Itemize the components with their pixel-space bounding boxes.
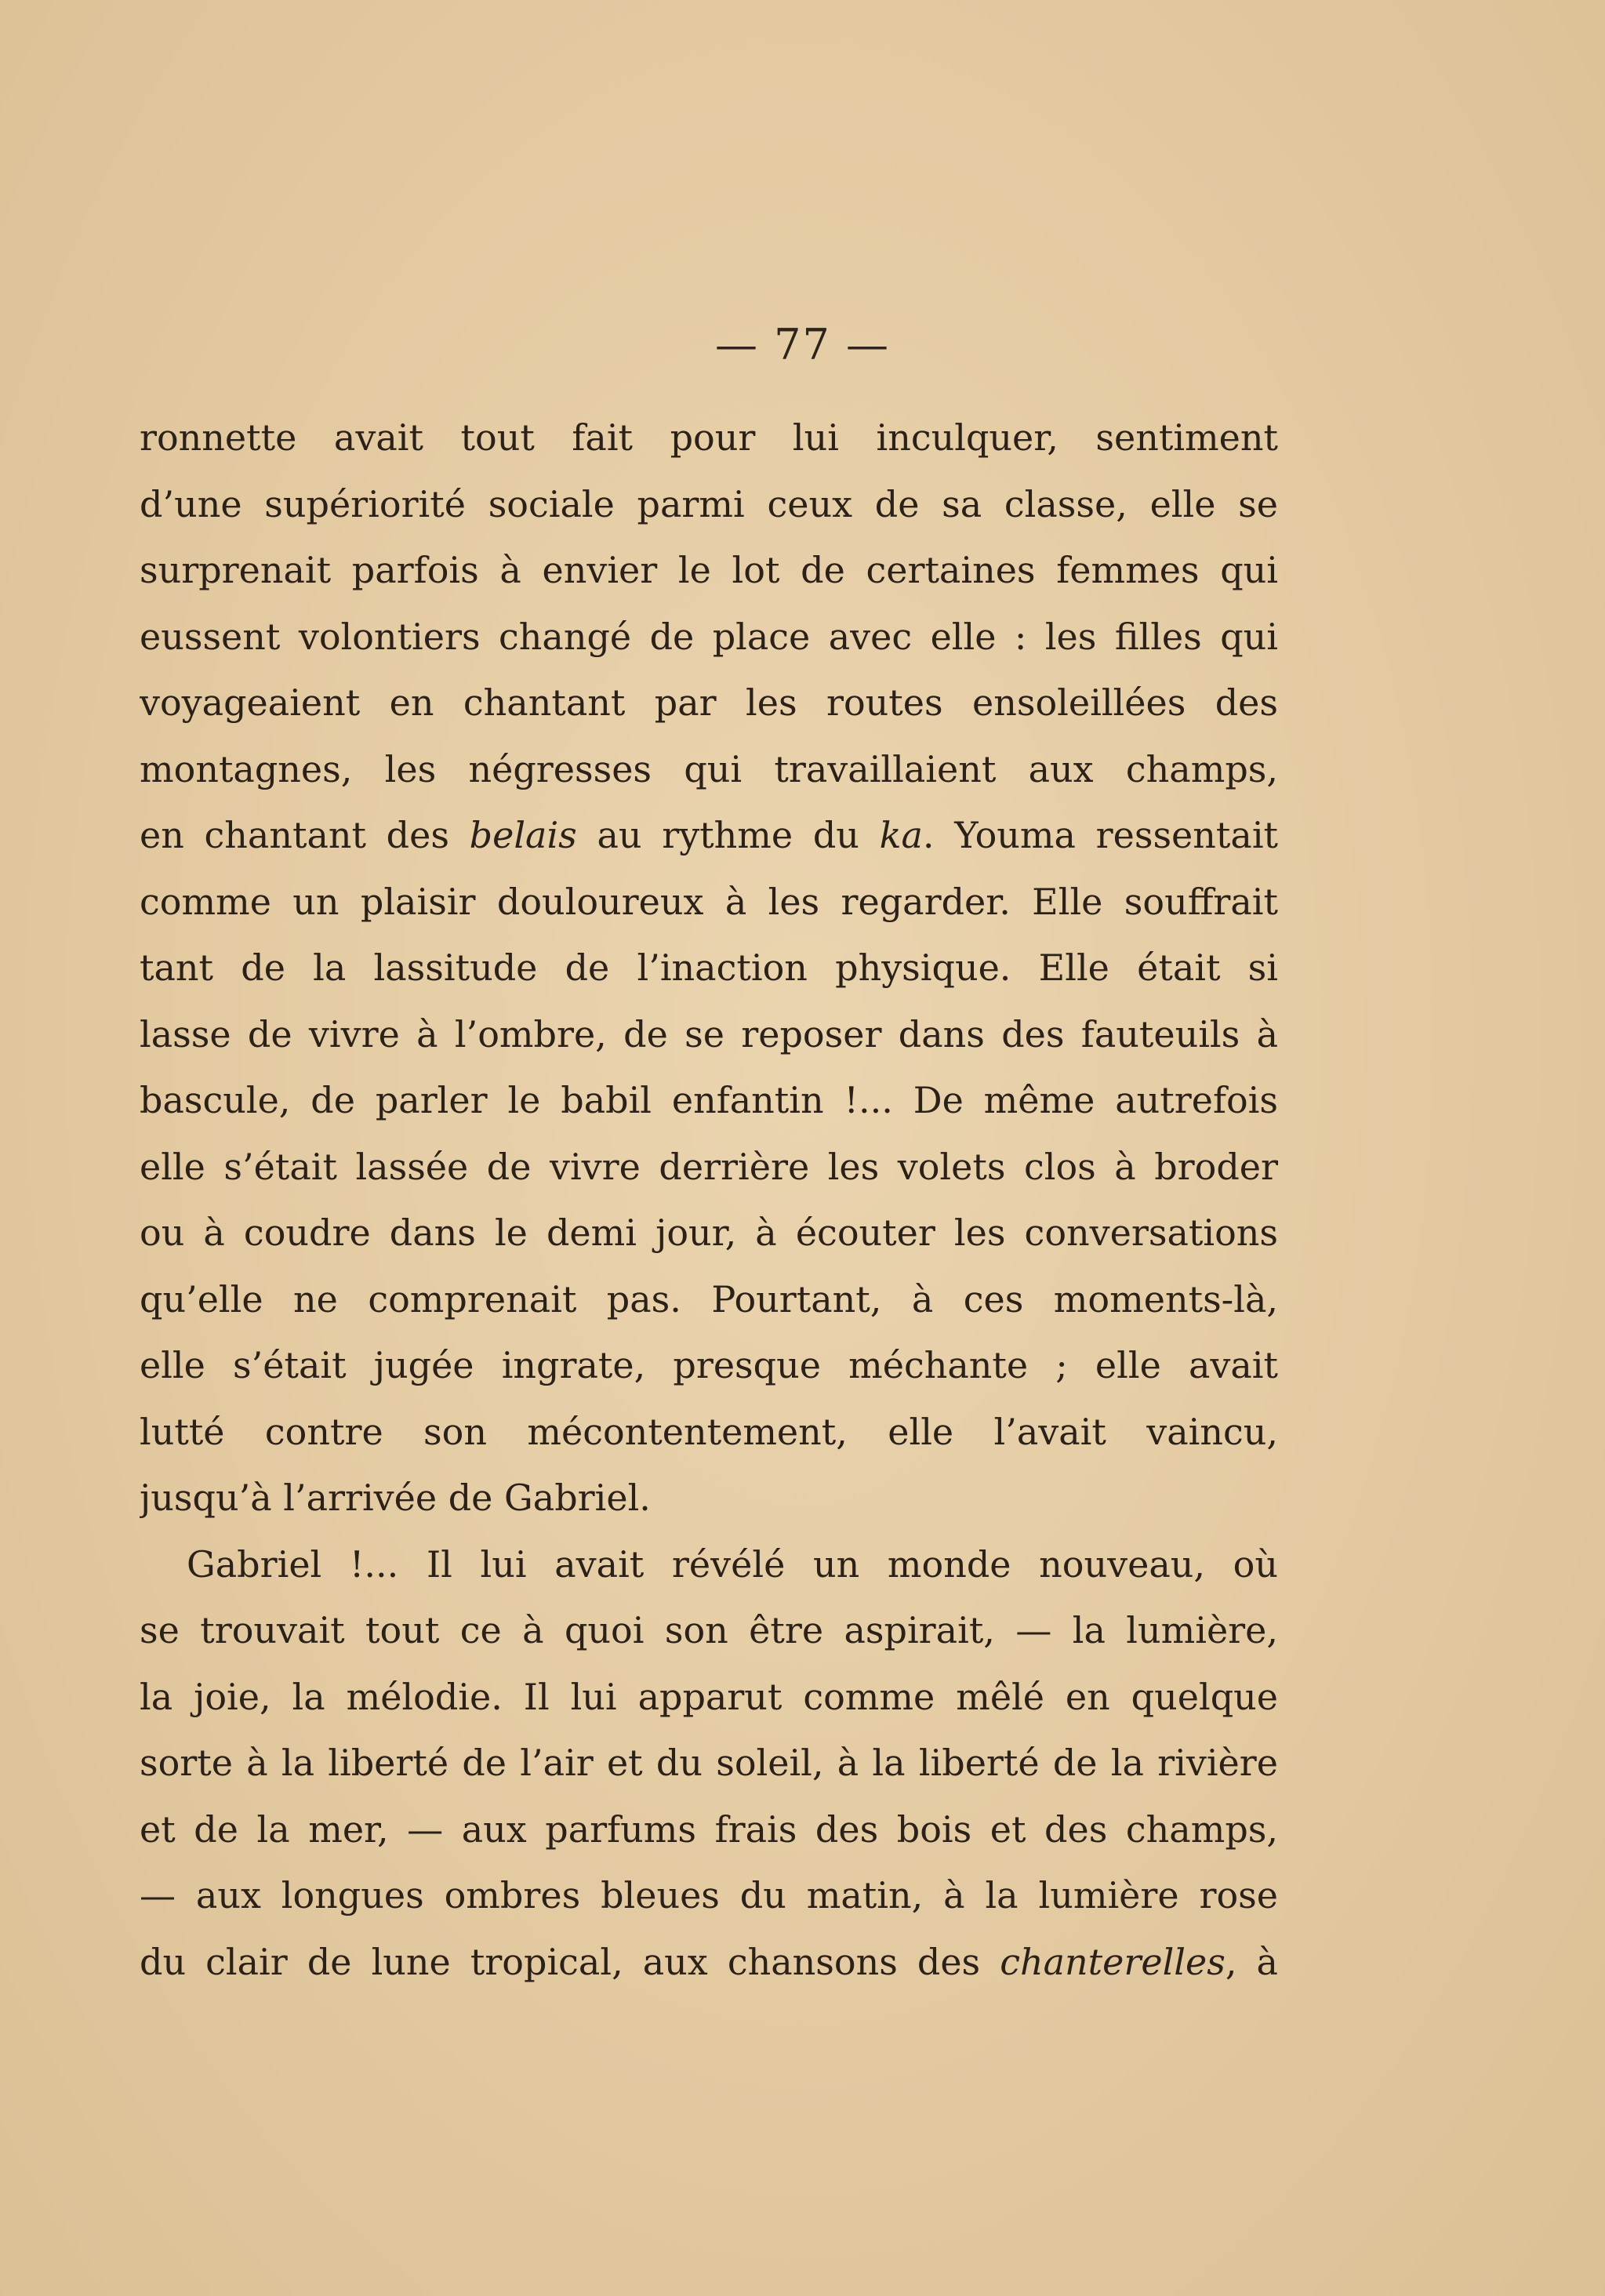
text-line: elle s’était lassée de vivre derrière les volets clos à broder [140,1145,1278,1188]
text-line: la joie, la mélodie. Il lui apparut comme mêlé en quelque [140,1675,1278,1718]
paragraph-end-line: jusqu’à l’arrivée de Gabriel. [140,1477,651,1519]
text-line: eussent volontiers changé de place avec elle : les filles qui [140,615,1278,658]
text-line: montagnes, les négresses qui travaillaient aux champs, [140,747,1278,790]
text-line: qu’elle ne comprenait pas. Pourtant, à ces moments-là, [140,1277,1278,1321]
text-line: lasse de vivre à l’ombre, de se reposer dans des fauteuils à [140,1012,1278,1055]
text-line: bascule, de parler le babil enfantin !... De même autrefois [140,1079,1278,1121]
text-line-italics [140,1929,1278,1996]
text-line: ronnette avait tout fait pour lui inculquer, sentiment [140,416,1278,459]
text-line: se trouvait tout ce à quoi son être aspirait, — la lumière, [140,1609,1278,1651]
italic-word: ka [879,814,923,856]
text-segment: au rythme du [576,814,880,856]
italic-word: chanterelles [1000,1940,1226,1983]
text-line: — aux longues ombres bleues du matin, à la lumière rose [140,1874,1278,1916]
text-line: et de la mer, — aux parfums frais des bois et des champs, [140,1807,1278,1851]
text-line-italics [140,802,1278,869]
text-line: surprenait parfois à envier le lot de certaines femmes qui [140,549,1278,591]
page-number: — 77 — [714,320,891,369]
text-line: tant de la lassitude de l’inaction physique. Elle était si [140,946,1278,989]
text-line: elle s’était jugée ingrate, presque méchante ; elle avait [140,1344,1278,1386]
text-line: comme un plaisir douloureux à les regarder. Elle souffrait [140,880,1278,923]
text-line: sorte à la liberté de l’air et du soleil, à la liberté de la rivière [140,1742,1278,1784]
text-segment: en chantant des [140,814,470,856]
text-segment: du clair de lune tropical, aux chansons des [140,1940,1000,1983]
text-line: ou à coudre dans le demi jour, à écouter les conversations [140,1212,1278,1254]
text-segment: . Youma ressentait [922,814,1278,856]
text-line: voyageaient en chantant par les routes ensoleillées des [140,681,1278,724]
text-segment: , à [1225,1940,1278,1983]
italic-word: belais [469,814,577,856]
text-line: d’une supériorité sociale parmi ceux de sa classe, elle se [140,482,1278,525]
body-text [140,405,1278,1995]
paragraph-start-line: Gabriel !... Il lui avait révélé un monde nouveau, où [187,1542,1278,1586]
text-line: lutté contre son mécontentement, elle l’avait vaincu, [140,1410,1278,1453]
